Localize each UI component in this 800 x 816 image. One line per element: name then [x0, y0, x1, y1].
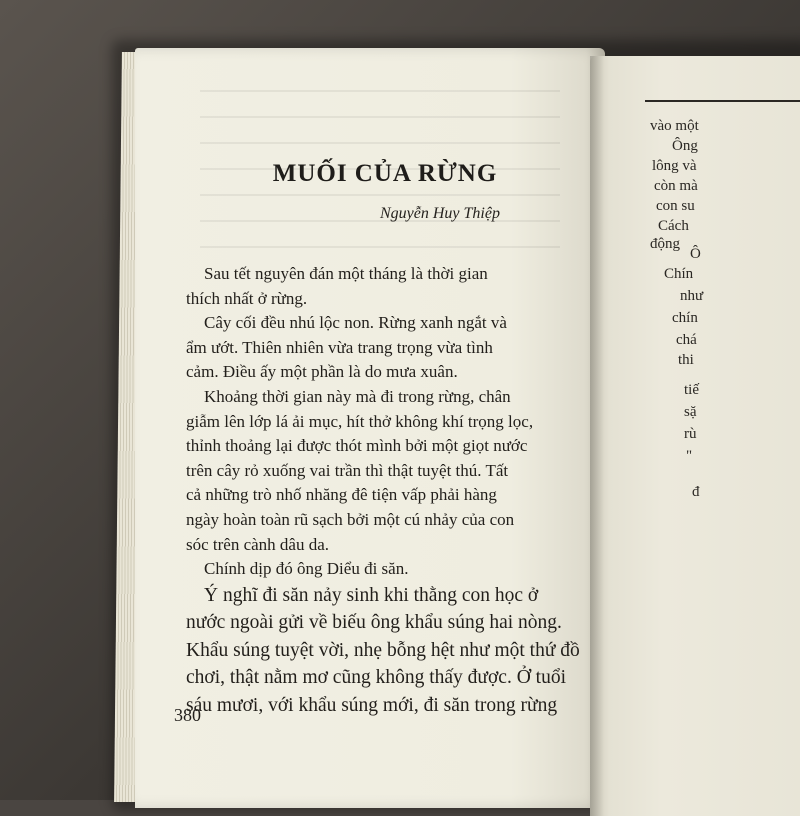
- right-page-text: Ông: [672, 138, 698, 154]
- right-page-text: tiế: [684, 382, 699, 398]
- right-page-text: ": [686, 448, 693, 464]
- right-page-text: còn mà: [654, 178, 698, 194]
- text-line: ẩm ướt. Thiên nhiên vừa trang trọng vừa tình: [186, 337, 493, 357]
- right-page-text: sặ: [684, 404, 697, 420]
- text-line: Cây cối đều nhú lộc non. Rừng xanh ngắt và: [204, 313, 507, 333]
- text-line: Sau tết nguyên đán một tháng là thời gian: [204, 264, 488, 283]
- story-body: [186, 262, 586, 719]
- right-page-text: rù: [684, 426, 697, 442]
- book-gutter: [590, 56, 604, 816]
- text-line: ngày hoàn toàn rũ sạch bởi một cú nhảy của con: [186, 509, 515, 529]
- text-line: Ý nghĩ đi săn nảy sinh khi thằng con học ở: [204, 584, 539, 606]
- text-line: sáu mươi, với khẩu súng mới, đi săn trong rừng: [186, 694, 558, 716]
- text-line: trên cây rỏ xuống vai trần thì thật tuyệt thú. Tất: [186, 460, 509, 480]
- text-line: chơi, thật nằm mơ cũng không thấy được. Ở tuổi: [186, 667, 566, 689]
- text-line: nước ngoài gửi về biếu ông khẩu súng hai nòng.: [186, 612, 562, 634]
- text-line: cảm. Điều ấy một phần là do mưa xuân.: [186, 362, 458, 382]
- right-page-text: Ô: [690, 246, 701, 262]
- right-page-text: lông và: [652, 158, 697, 174]
- right-page-text: đ: [692, 484, 700, 500]
- right-page-text: động: [650, 236, 680, 252]
- text-line: Khoảng thời gian này mà đi trong rừng, chân: [204, 386, 511, 406]
- right-page-text: như: [680, 288, 704, 304]
- right-page-text: chín: [672, 310, 698, 326]
- right-page-text: Chín: [664, 266, 694, 282]
- right-page-text: con su: [656, 198, 695, 214]
- page-number: 380: [174, 705, 201, 725]
- right-page-text: Cách: [658, 218, 689, 234]
- story-title: MUỐI CỦA RỪNG: [272, 160, 498, 187]
- text-line: sóc trên cành dâu da.: [186, 534, 330, 554]
- right-page-text: thi: [678, 352, 694, 368]
- right-page-text: vào một: [650, 118, 699, 134]
- right-page-rule: [645, 100, 800, 102]
- text-line: cả những trò nhố nhăng đê tiện vấp phải hàng: [186, 485, 497, 505]
- text-line: giẫm lên lớp lá ải mục, hít thở không khí trọng lọc,: [186, 411, 534, 431]
- right-page-text: chá: [676, 332, 697, 348]
- text-line: Khẩu súng tuyệt vời, nhẹ bỗng hệt như một thứ đồ: [186, 639, 580, 661]
- text-line: thích nhất ở rừng.: [186, 288, 308, 308]
- text-line: Chính dịp đó ông Diểu đi săn.: [204, 559, 409, 579]
- story-author: Nguyễn Huy Thiệp: [380, 205, 500, 222]
- text-line: thỉnh thoảng lại được thót mình bởi một giọt nước: [186, 436, 528, 456]
